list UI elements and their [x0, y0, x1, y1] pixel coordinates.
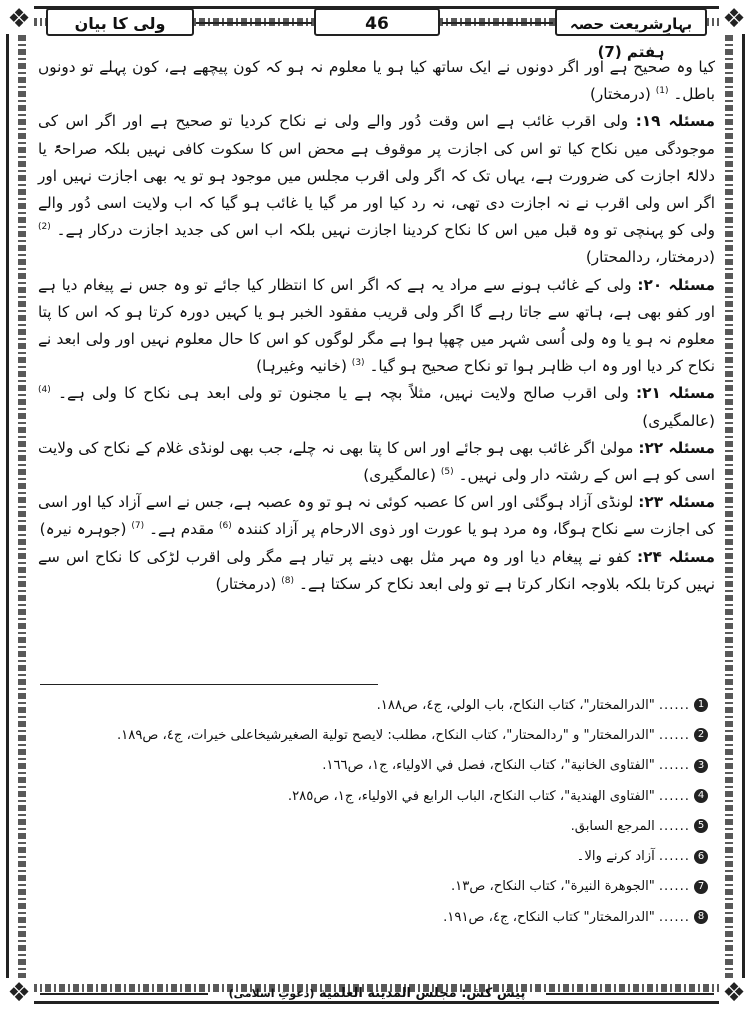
dot-leader: ...... [658, 697, 690, 713]
footnote-number: 4 [694, 789, 708, 803]
footnote-ref[interactable]: (6) [219, 521, 232, 532]
footnote-number: 3 [694, 759, 708, 773]
footnote-ref[interactable]: (5) [440, 466, 454, 477]
masala-label: مسئلہ ۲۴: [637, 547, 715, 566]
masala-24 [38, 544, 715, 598]
source-citation: (خانیہ وغیرہا) [256, 357, 347, 376]
book-title: بہارِشریعت حصہ ہفتم (7) [555, 8, 707, 36]
publisher-org: (دعوتِ اسلامی) [228, 987, 315, 1000]
paragraph-text: ولی اقرب غائب ہے اس وقت دُور والے ولی نے نکاح کردیا تو صحیح ہے اور اگر اس کی موجودگی میں نکاح کیا تو اس کی اجازت پر موقوف ہے محض اس کا سکوت کافی نہیں بلکہ صراحۃً یا دلالۃً اجازت کی ضرورت ہے، یہاں تک کہ اگر ولی اقرب مجلس میں موجود ہو تو یہ بھی اجازت نہیں اور اگر اس ولی اقرب نے نہ اجازت دی تھی، نہ رد کیا اور مر گیا یا غائب ہو گیا کہ اب ولایت اسی دُور والے ولی کو پہنچی تو وہ قبل میں اس کا نکاح کردینا اجازت نہیں بلکہ اب اس کی جدید اجازت درکار ہے۔ [38, 112, 715, 240]
paragraph [38, 54, 715, 108]
footnote-item [38, 841, 708, 871]
masala-20 [38, 272, 715, 381]
dot-leader: ...... [658, 818, 690, 834]
source-citation: (درمختار، ردالمحتار) [585, 248, 715, 267]
source-citation: (درمختار) [215, 574, 277, 593]
source-citation: (درمختار) [589, 85, 651, 104]
footnote-text: "الدرالمختار" كتاب النكاح، ج٤، ص١٩١. [443, 909, 655, 925]
paragraph-text: ولی کے غائب ہونے سے مراد یہ ہے کہ اگر اس کا انتظار کیا جائے تو وہ جس نے پیغام دیا ہے اور کفو بھی ہے، ہاتھ سے جاتا رہے گا اگر ولی قریب مفقود الخبر ہو یا کہیں دورہ کرتا ہو کہ اس کا پتا معلوم نہ ہو یا وہ ولی اُسی شہر میں چھپا ہوا ہے مگر لوگوں کو اس کا حال معلوم نہیں اور ولی ابعد نے نکاح کر دیا اور وہ اب ظاہر ہوا تو نکاح صحیح ہو گیا۔ [38, 275, 715, 376]
page-footer [210, 983, 544, 1005]
footnote-number: 7 [694, 880, 708, 894]
dot-leader: ...... [658, 879, 690, 895]
footnote-item [38, 690, 708, 720]
source-citation: (جوہرہ نیرہ) [39, 520, 127, 539]
footnote-item [38, 751, 708, 781]
border-ornament [725, 17, 733, 993]
chapter-title: ولی کا بیان [46, 8, 194, 36]
masala-label: مسئلہ ۲۱: [636, 384, 715, 403]
paragraph-text: مولیٰ اگر غائب بھی ہو جائے اور اس کا پتا بھی نہ چلے، جب بھی لونڈی غلام کے نکاح کی ولایت اسی کو ہے اس کے رشتہ دار ولی نہیں۔ [38, 438, 715, 485]
masala-23 [38, 489, 715, 543]
footnote-text: "الدرالمختار" و "ردالمحتار"، كتاب النكاح، مطلب: لايصح تولية الصغيرشيخاعلى خيرات، ج٤، ص١٨٩. [116, 727, 655, 743]
paragraph-text: کفو نے پیغام دیا اور وہ مہر مثل بھی دینے پر تیار ہے مگر ولی اقرب لڑکی کا نکاح اس سے نہیں کرتا بلکہ بلاوجہ انکار کرتا ہے تو ولی ابعد نکاح کر سکتا ہے۔ [38, 547, 715, 593]
paragraph-text: کیا وہ صحیح ہے اور اگر دونوں نے ایک ساتھ کیا ہو یا معلوم نہ ہو کہ کون پیچھے ہے، کون پہلے تو دونوں باطل۔ [38, 58, 715, 104]
masala-label: مسئلہ ۲۲: [638, 438, 715, 457]
footnote-ref[interactable]: (7) [131, 521, 145, 532]
footnote-number: 6 [694, 850, 708, 864]
masala-22 [38, 435, 715, 489]
footnote-number: 2 [694, 728, 708, 742]
footnote-number: 8 [694, 910, 708, 924]
dot-leader: ...... [658, 909, 690, 925]
footnote-text: آزاد کرنے والا۔ [576, 849, 655, 865]
footnote-ref[interactable]: (3) [351, 358, 365, 369]
footnote-text: "الجوهرة النيرة"، كتاب النكاح، ص١٣. [450, 879, 655, 895]
header-rule [196, 22, 312, 24]
corner-ornament-icon: ❖ [719, 978, 749, 1008]
footnote-number: 5 [694, 819, 708, 833]
publisher-name: مجلس المدينة العلمية [318, 986, 457, 1001]
header-rule [442, 22, 553, 24]
footnote-item [38, 872, 708, 902]
footnote-text: "الفتاوى الخانية"، كتاب النكاح، فصل في الاولياء، ج١، ص١٦٦. [322, 758, 655, 774]
footnote-text: "الدرالمختار"، كتاب النكاح، باب الولي، ج٤، ص١٨٨. [376, 697, 655, 713]
source-citation: (عالمگیری) [642, 411, 715, 430]
masala-label: مسئلہ ۲۰: [637, 275, 715, 294]
dot-leader: ...... [658, 849, 690, 865]
paragraph-text: ولی اقرب صالح ولایت نہیں، مثلاً بچہ ہے یا مجنون تو ولی ابعد ہی نکاح کا ولی ہے۔ [57, 384, 629, 403]
footnote-ref[interactable]: (8) [281, 575, 295, 586]
footnote-text: المرجع السابق. [570, 818, 655, 834]
dot-leader: ...... [658, 788, 690, 804]
dot-leader: ...... [658, 758, 690, 774]
source-citation: (عالمگیری) [363, 466, 436, 485]
footnote-ref[interactable]: (1) [655, 86, 669, 97]
masala-label: مسئلہ ۱۹: [635, 112, 715, 131]
page-number: 46 [314, 8, 440, 36]
footnote-item [38, 902, 708, 932]
footnote-separator [40, 684, 378, 685]
masala-label: مسئلہ ۲۳: [638, 493, 715, 512]
footer-label: پیش کش: [461, 986, 526, 1001]
footnote-number: 1 [694, 698, 708, 712]
border-ornament [18, 17, 26, 993]
body-text [38, 54, 715, 598]
corner-ornament-icon: ❖ [4, 978, 34, 1008]
footer-rule [546, 993, 714, 995]
footnote-item [38, 811, 708, 841]
paragraph-text: لونڈی آزاد ہوگئی اور اس کا عصبہ کوئی نہ ہو تو وہ عصبہ ہے، جس نے اسے آزاد کیا اور اسی کی اجازت سے نکاح ہوگا، وہ مرد ہو یا عورت اور ذوی الارحام پر آزاد کنندہ [38, 493, 715, 539]
masala-19 [38, 108, 715, 271]
footnote-text: "الفتاوى الهندية"، كتاب النكاح، الباب الرابع في الاولياء، ج١، ص٢٨٥. [287, 788, 655, 804]
corner-ornament-icon: ❖ [719, 4, 749, 34]
footer-rule [40, 993, 208, 995]
masala-21 [38, 380, 715, 434]
paragraph-text: مقدم ہے۔ [148, 520, 215, 539]
corner-ornament-icon: ❖ [4, 4, 34, 34]
footnote-item [38, 720, 708, 750]
footnote-ref[interactable]: (4) [38, 385, 51, 396]
page-header [46, 8, 707, 61]
footnote-item [38, 781, 708, 811]
dot-leader: ...... [658, 727, 690, 743]
footnotes [38, 690, 708, 932]
footnote-ref[interactable]: (2) [38, 222, 51, 233]
